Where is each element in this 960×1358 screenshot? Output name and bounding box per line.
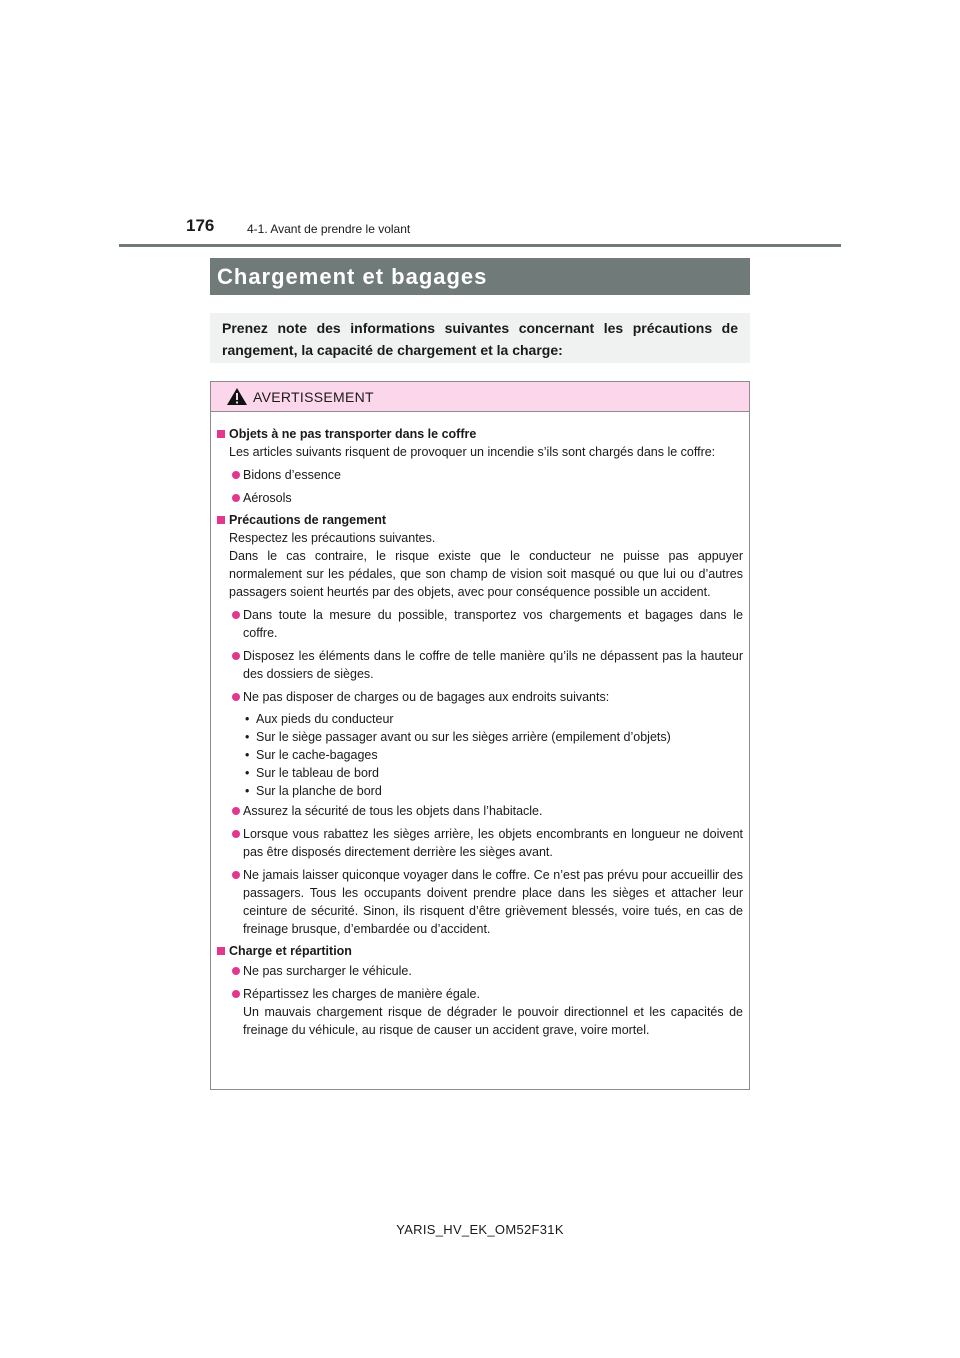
- list-item: Assurez la sécurité de tous les objets dans l’habitacle.: [216, 802, 743, 820]
- list-item: Ne pas disposer de charges ou de bagages aux endroits suivants:: [216, 688, 743, 706]
- list-item: Bidons d’essence: [216, 466, 743, 484]
- title-bar: [210, 258, 750, 295]
- sub-list-item: • Sur le tableau de bord: [216, 764, 743, 782]
- warning-header: [211, 382, 749, 412]
- header-rule: [119, 244, 841, 247]
- warning-box: [210, 381, 750, 1090]
- section-heading-load: Charge et répartition: [216, 942, 743, 960]
- section-text: Respectez les précautions suivantes.: [229, 531, 436, 545]
- list-item: Aérosols: [216, 489, 743, 507]
- list-item: Disposez les éléments dans le coffre de telle manière qu’ils ne dépassent pas la hauteur des dossiers de sièges.: [216, 647, 743, 683]
- section-path: 4-1. Avant de prendre le volant: [247, 222, 411, 236]
- document-code: YARIS_HV_EK_OM52F31K: [396, 1222, 564, 1237]
- list-item: [216, 985, 743, 1039]
- page-title: Chargement et bagages: [217, 263, 488, 289]
- list-item-detail: Un mauvais chargement risque de dégrader le pouvoir directionnel et les capacités de freinage du véhicule, au risque de causer un accident grave, voire mortel.: [243, 1005, 743, 1037]
- warning-label: AVERTISSEMENT: [253, 388, 374, 405]
- list-item: Ne jamais laisser quiconque voyager dans le coffre. Ce n’est pas prévu pour accueillir des passagers. Tous les occupants doivent prendre place dans les sièges et attacher leur ceinture de sécurité. Sinon, ils risquent d’être grièvement blessés, voire tués, en cas de freinage brusque, d’embardée ou d’accident.: [216, 866, 743, 938]
- list-item: Ne pas surcharger le véhicule.: [216, 962, 743, 980]
- warning-triangle-icon: [226, 387, 248, 406]
- section-heading-objects: Objets à ne pas transporter dans le coffre: [216, 425, 743, 443]
- warning-body: [211, 412, 749, 1039]
- section-text: Dans le cas contraire, le risque existe que le conducteur ne puisse pas appuyer normalement sur les pédales, que son champ de vision soit masqué ou que lui ou d’autres passagers soient heurtés par des objets, avec pour conséquence possible un accident.: [229, 549, 743, 599]
- sub-list-item: • Sur le cache-bagages: [216, 746, 743, 764]
- sub-list-item: • Sur la planche de bord: [216, 782, 743, 800]
- sub-list: [216, 710, 743, 800]
- intro-box: Prenez note des informations suivantes concernant les précautions de rangement, la capacité de chargement et la charge:: [210, 313, 750, 363]
- list-item: Lorsque vous rabattez les sièges arrière, les objets encombrants en longueur ne doivent pas être disposés directement derrière les sièges avant.: [216, 825, 743, 861]
- section-heading-storage: Précautions de rangement: [216, 511, 743, 529]
- sub-list-item: • Sur le siège passager avant ou sur les sièges arrière (empilement d’objets): [216, 728, 743, 746]
- page-number: 176: [186, 216, 215, 235]
- section-text: Les articles suivants risquent de provoquer un incendie s’ils sont chargés dans le coffre:: [229, 445, 716, 459]
- list-item-text: Répartissez les charges de manière égale.: [243, 987, 480, 1001]
- list-item: Dans toute la mesure du possible, transportez vos chargements et bagages dans le coffre.: [216, 606, 743, 642]
- sub-list-item: • Aux pieds du conducteur: [216, 710, 743, 728]
